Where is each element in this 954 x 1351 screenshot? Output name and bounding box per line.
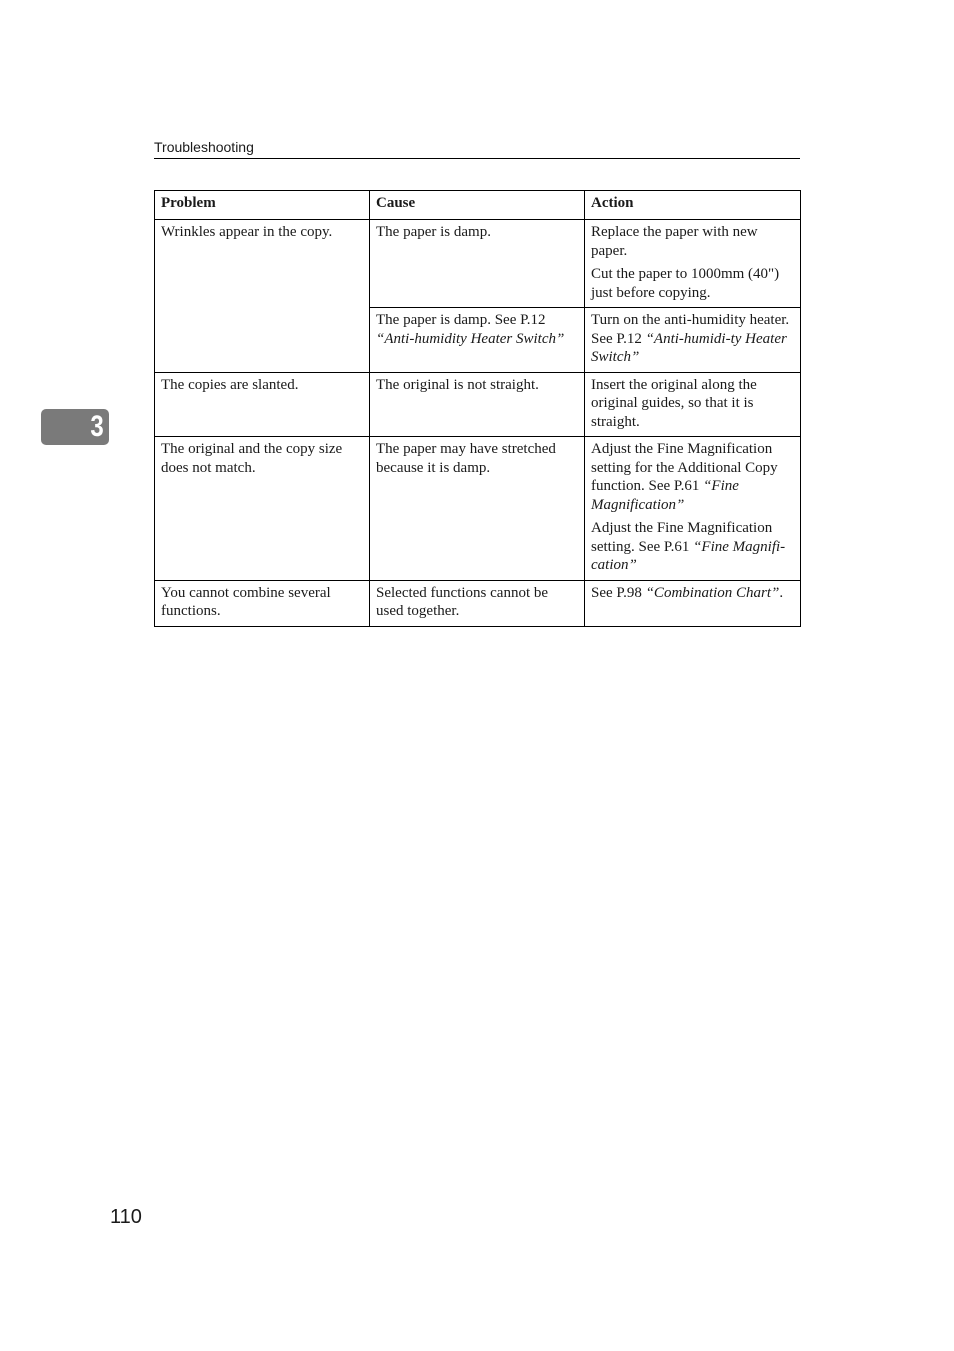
cause-cell (370, 308, 585, 373)
problem-cell: You cannot combine several functions. (155, 580, 370, 626)
cross-reference: “Anti-humidity Heater Switch” (376, 330, 565, 347)
cause-cell: The original is not straight. (370, 372, 585, 437)
cross-reference: “Combination Chart” (645, 584, 780, 601)
table-header-row (155, 191, 801, 220)
chapter-tab (41, 409, 109, 445)
action-cell (585, 580, 801, 626)
cause-cell: The paper is damp. (370, 220, 585, 308)
action-cell (585, 437, 801, 581)
cross-reference: “Fine Magnifi-cation” (591, 538, 786, 573)
header-problem: Problem (155, 191, 370, 220)
action-tail: . (779, 584, 784, 601)
table-row (155, 220, 801, 308)
action-paragraph (591, 519, 795, 575)
action-text: Adjust the Fine Magnification setting for the Additional Copy function. See P.61 (591, 441, 778, 494)
cross-reference: “Fine Magnification” (591, 478, 739, 513)
cause-text: The paper is damp. See P.12 (376, 312, 546, 328)
table-row (155, 372, 801, 437)
action-text: Adjust the Fine Magnification setting. See P.61 (591, 520, 773, 555)
action-cell (585, 220, 801, 308)
action-paragraph: Replace the paper with new paper. (591, 224, 758, 259)
running-head: Troubleshooting (154, 139, 800, 159)
cross-reference: “Anti-humidi-ty Heater Switch” (591, 330, 787, 365)
chapter-number: 3 (90, 410, 104, 443)
problem-cell: The copies are slanted. (155, 372, 370, 437)
page-number: 110 (110, 1206, 142, 1228)
cause-cell: Selected functions cannot be used together. (370, 580, 585, 626)
troubleshooting-table (154, 190, 801, 627)
action-cell (585, 308, 801, 373)
cause-cell: The paper may have stretched because it is damp. (370, 437, 585, 581)
action-paragraph (591, 440, 795, 514)
table-row (155, 580, 801, 626)
action-cell: Insert the original along the original guides, so that it is straight. (585, 372, 801, 437)
problem-cell: Wrinkles appear in the copy. (155, 220, 370, 373)
action-text: Turn on the anti-humidity heater. See P.12 (591, 312, 790, 347)
header-cause: Cause (370, 191, 585, 220)
header-action: Action (585, 191, 801, 220)
problem-cell: The original and the copy size does not match. (155, 437, 370, 581)
table-row (155, 437, 801, 581)
action-text: See P.98 (591, 584, 642, 601)
action-paragraph: Cut the paper to 1000mm (40") just before copying. (591, 266, 780, 301)
